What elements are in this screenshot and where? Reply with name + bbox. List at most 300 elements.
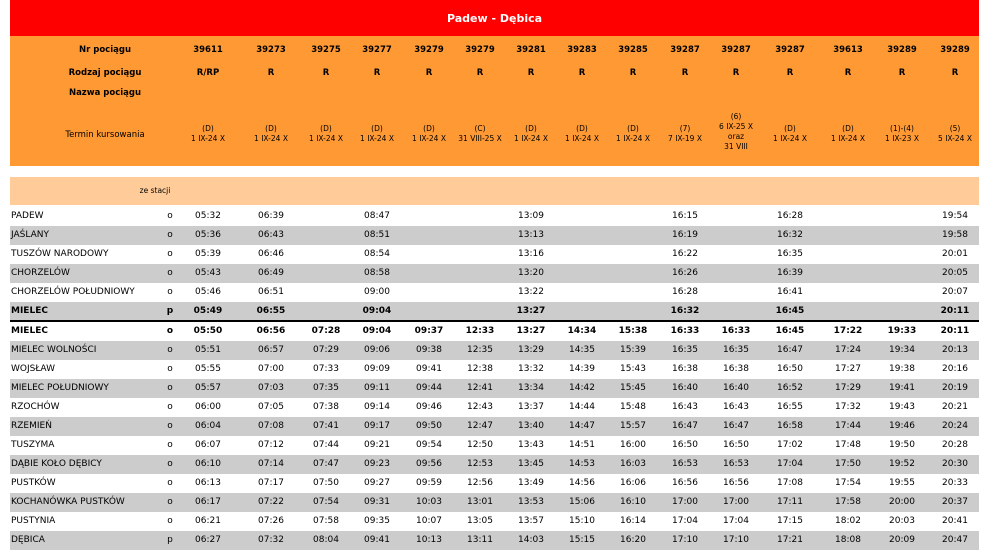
time-cell: 16:39 — [777, 268, 803, 278]
time-cell: 13:53 — [518, 497, 544, 507]
station-name: CHORZELÓW POŁUDNIOWY — [11, 287, 135, 297]
time-cell: 09:56 — [416, 459, 442, 469]
train-number: 39273 — [256, 45, 286, 55]
time-cell: 12:53 — [467, 459, 493, 469]
time-cell: 19:46 — [889, 421, 915, 431]
station-name: DĄBIE KOŁO DĘBICY — [11, 459, 102, 469]
subheader — [10, 177, 979, 205]
train-type: R — [629, 68, 637, 78]
time-cell: 09:21 — [364, 440, 390, 450]
arrival-departure-flag: p — [166, 306, 174, 316]
validity-line: 1 IX-24 X — [254, 134, 288, 143]
validity-line: 1 IX-24 X — [191, 134, 225, 143]
from-station-label: ze stacji — [139, 186, 171, 195]
time-cell: 06:17 — [195, 497, 221, 507]
time-cell: 06:39 — [258, 211, 284, 221]
time-cell: 17:15 — [777, 516, 803, 526]
train-validity — [885, 124, 919, 144]
time-cell: 12:50 — [467, 440, 493, 450]
time-cell: 05:32 — [195, 211, 221, 221]
time-cell: 15:15 — [569, 535, 595, 545]
time-cell: 05:39 — [195, 249, 221, 259]
arrival-departure-flag: o — [167, 268, 173, 278]
time-cell: 16:03 — [620, 459, 646, 469]
time-cell: 16:15 — [672, 211, 698, 221]
time-cell: 16:32 — [670, 306, 700, 316]
time-cell: 12:47 — [467, 421, 493, 431]
station-name: MIELEC POŁUDNIOWY — [11, 383, 109, 393]
time-cell: 20:11 — [940, 306, 970, 316]
train-validity — [514, 124, 548, 144]
station-name: MIELEC — [11, 306, 48, 316]
table-row — [10, 245, 979, 264]
arrival-departure-flag: o — [167, 230, 173, 240]
time-cell: 08:47 — [364, 211, 390, 221]
time-cell: 09:04 — [362, 306, 392, 316]
time-cell: 16:47 — [723, 421, 749, 431]
time-cell: 16:56 — [672, 478, 698, 488]
train-number: 39279 — [414, 45, 444, 55]
station-name: PADEW — [11, 211, 44, 221]
time-cell: 09:41 — [416, 364, 442, 374]
train-type: R — [425, 68, 433, 78]
time-cell: 19:43 — [889, 402, 915, 412]
time-cell: 15:06 — [569, 497, 595, 507]
time-cell: 18:02 — [835, 516, 861, 526]
table-row — [10, 226, 979, 245]
validity-line: 1 IX-24 X — [616, 134, 650, 143]
time-cell: 20:19 — [942, 383, 968, 393]
time-cell: 05:50 — [193, 326, 223, 336]
time-cell: 13:27 — [516, 326, 546, 336]
time-cell: 16:32 — [777, 230, 803, 240]
time-cell: 06:56 — [256, 326, 286, 336]
time-cell: 16:58 — [777, 421, 803, 431]
time-cell: 05:36 — [195, 230, 221, 240]
station-name: WOJSŁAW — [11, 364, 55, 374]
validity-line: (D) — [627, 124, 639, 133]
time-cell: 20:33 — [942, 478, 968, 488]
time-cell: 16:35 — [723, 345, 749, 355]
train-type: R — [476, 68, 484, 78]
train-validity — [412, 124, 446, 144]
time-cell: 07:08 — [258, 421, 284, 431]
station-name: PUSTKÓW — [11, 478, 56, 488]
time-cell: 06:13 — [195, 478, 221, 488]
time-cell: 09:14 — [364, 402, 390, 412]
station-name: RZEMIEŃ — [11, 421, 52, 431]
time-cell: 15:39 — [620, 345, 646, 355]
time-cell: 16:20 — [620, 535, 646, 545]
validity-label: Termin kursowania — [65, 130, 145, 140]
station-name: PUSTYNIA — [11, 516, 56, 526]
time-cell: 16:50 — [672, 440, 698, 450]
validity-line: 1 IX-24 X — [565, 134, 599, 143]
time-cell: 20:41 — [942, 516, 968, 526]
train-type: R — [951, 68, 959, 78]
time-cell: 14:34 — [567, 326, 597, 336]
time-cell: 13:22 — [518, 287, 544, 297]
time-cell: 09:11 — [364, 383, 390, 393]
validity-line: (D) — [423, 124, 435, 133]
train-number-label: Nr pociągu — [78, 45, 131, 55]
arrival-departure-divider — [10, 320, 979, 322]
time-cell: 13:13 — [518, 230, 544, 240]
time-cell: 20:28 — [942, 440, 968, 450]
station-name: DĘBICA — [11, 535, 45, 545]
time-cell: 09:31 — [364, 497, 390, 507]
time-cell: 16:45 — [775, 326, 805, 336]
train-number: 39289 — [887, 45, 917, 55]
time-cell: 16:35 — [777, 249, 803, 259]
train-validity — [831, 124, 865, 144]
time-cell: 19:52 — [889, 459, 915, 469]
time-cell: 20:16 — [942, 364, 968, 374]
time-cell: 07:50 — [313, 478, 339, 488]
time-cell: 13:11 — [467, 535, 493, 545]
time-cell: 17:27 — [835, 364, 861, 374]
table-row — [10, 398, 979, 417]
time-cell: 15:57 — [620, 421, 646, 431]
time-cell: 17:02 — [777, 440, 803, 450]
station-name: JAŚLANY — [11, 230, 49, 240]
arrival-departure-flag: o — [167, 402, 173, 412]
arrival-departure-flag: o — [167, 516, 173, 526]
train-validity — [458, 124, 501, 144]
time-cell: 17:58 — [835, 497, 861, 507]
time-cell: 07:12 — [258, 440, 284, 450]
table-row — [10, 207, 979, 226]
time-cell: 17:00 — [723, 497, 749, 507]
arrival-departure-flag: o — [167, 345, 173, 355]
time-cell: 20:07 — [942, 287, 968, 297]
train-validity — [191, 124, 225, 144]
time-cell: 19:55 — [889, 478, 915, 488]
train-type: R — [267, 68, 275, 78]
validity-line: (D) — [371, 124, 383, 133]
table-row — [10, 264, 979, 283]
time-cell: 13:16 — [518, 249, 544, 259]
time-cell: 20:24 — [942, 421, 968, 431]
arrival-departure-flag: o — [167, 440, 173, 450]
time-cell: 19:34 — [889, 345, 915, 355]
validity-line: 1 IX-24 X — [309, 134, 343, 143]
time-cell: 06:49 — [258, 268, 284, 278]
time-cell: 07:47 — [313, 459, 339, 469]
time-cell: 07:54 — [313, 497, 339, 507]
time-cell: 13:27 — [516, 306, 546, 316]
train-validity — [668, 124, 702, 144]
time-cell: 16:38 — [672, 364, 698, 374]
time-cell: 13:40 — [518, 421, 544, 431]
time-cell: 16:53 — [672, 459, 698, 469]
time-cell: 06:43 — [258, 230, 284, 240]
time-cell: 15:10 — [569, 516, 595, 526]
train-number: 39279 — [465, 45, 495, 55]
time-cell: 07:33 — [313, 364, 339, 374]
time-cell: 20:09 — [889, 535, 915, 545]
time-cell: 14:44 — [569, 402, 595, 412]
time-cell: 19:38 — [889, 364, 915, 374]
table-row — [10, 474, 979, 493]
time-cell: 14:51 — [569, 440, 595, 450]
time-cell: 07:17 — [258, 478, 284, 488]
time-cell: 07:29 — [313, 345, 339, 355]
time-cell: 16:47 — [672, 421, 698, 431]
validity-line: 1 IX-23 X — [885, 134, 919, 143]
time-cell: 16:28 — [672, 287, 698, 297]
time-cell: 16:43 — [723, 402, 749, 412]
train-validity — [254, 124, 288, 144]
timetable-title: Padew - Dębica — [10, 0, 979, 36]
arrival-departure-flag: o — [167, 249, 173, 259]
time-cell: 20:05 — [942, 268, 968, 278]
time-cell: 15:48 — [620, 402, 646, 412]
time-cell: 16:52 — [777, 383, 803, 393]
time-cell: 07:32 — [258, 535, 284, 545]
time-cell: 17:50 — [835, 459, 861, 469]
time-cell: 06:27 — [195, 535, 221, 545]
time-cell: 17:08 — [777, 478, 803, 488]
time-cell: 16:00 — [620, 440, 646, 450]
time-cell: 09:44 — [416, 383, 442, 393]
time-cell: 07:38 — [313, 402, 339, 412]
time-cell: 13:09 — [518, 211, 544, 221]
time-cell: 06:04 — [195, 421, 221, 431]
train-type: R — [322, 68, 330, 78]
time-cell: 19:58 — [942, 230, 968, 240]
validity-line: (D) — [320, 124, 332, 133]
train-validity — [719, 112, 753, 152]
time-cell: 13:29 — [518, 345, 544, 355]
time-cell: 16:40 — [723, 383, 749, 393]
validity-line: (1)-(4) — [890, 124, 914, 133]
time-cell: 20:21 — [942, 402, 968, 412]
time-cell: 17:10 — [723, 535, 749, 545]
validity-line: (7) — [679, 124, 691, 133]
table-row — [10, 531, 979, 550]
validity-line: 1 IX-24 X — [412, 134, 446, 143]
train-number: 39287 — [775, 45, 805, 55]
time-cell: 08:54 — [364, 249, 390, 259]
train-validity — [616, 124, 650, 144]
time-cell: 17:48 — [835, 440, 861, 450]
train-name-label: Nazwa pociągu — [68, 88, 142, 98]
time-cell: 09:17 — [364, 421, 390, 431]
time-cell: 16:53 — [723, 459, 749, 469]
time-cell: 20:03 — [889, 516, 915, 526]
validity-line: (D) — [842, 124, 854, 133]
time-cell: 17:04 — [777, 459, 803, 469]
validity-line: 6 IX-25 X — [719, 122, 753, 131]
time-cell: 13:45 — [518, 459, 544, 469]
time-cell: 14:03 — [518, 535, 544, 545]
train-number: 39285 — [618, 45, 648, 55]
arrival-departure-flag: o — [167, 459, 173, 469]
time-cell: 16:41 — [777, 287, 803, 297]
station-name: CHORZELÓW — [11, 268, 70, 278]
validity-line: (D) — [265, 124, 277, 133]
time-cell: 20:11 — [940, 326, 970, 336]
time-cell: 16:50 — [723, 440, 749, 450]
time-cell: 16:28 — [777, 211, 803, 221]
time-cell: 13:49 — [518, 478, 544, 488]
validity-line: 1 IX-24 X — [514, 134, 548, 143]
time-cell: 16:33 — [670, 326, 700, 336]
time-cell: 17:24 — [835, 345, 861, 355]
time-cell: 16:22 — [672, 249, 698, 259]
time-cell: 20:30 — [942, 459, 968, 469]
time-cell: 13:37 — [518, 402, 544, 412]
train-type: R — [527, 68, 535, 78]
validity-line: oraz — [727, 132, 745, 141]
arrival-departure-flag: p — [167, 535, 173, 545]
time-cell: 05:55 — [195, 364, 221, 374]
time-cell: 14:35 — [569, 345, 595, 355]
table-row — [10, 341, 979, 360]
time-cell: 16:38 — [723, 364, 749, 374]
train-validity — [565, 124, 599, 144]
validity-line: 31 VIII — [724, 142, 748, 151]
train-header — [10, 36, 979, 166]
train-number: 39277 — [362, 45, 392, 55]
validity-line: 7 IX-19 X — [668, 134, 702, 143]
time-cell: 16:43 — [672, 402, 698, 412]
table-row — [10, 493, 979, 512]
time-cell: 09:59 — [416, 478, 442, 488]
train-type: R — [786, 68, 794, 78]
validity-line: (D) — [525, 124, 537, 133]
time-cell: 09:50 — [416, 421, 442, 431]
time-cell: 06:57 — [258, 345, 284, 355]
validity-line: (D) — [784, 124, 796, 133]
validity-line: 31 VIII-25 X — [458, 134, 502, 143]
time-cell: 17:32 — [835, 402, 861, 412]
time-cell: 17:54 — [835, 478, 861, 488]
time-cell: 13:43 — [518, 440, 544, 450]
time-cell: 09:06 — [364, 345, 390, 355]
time-cell: 12:35 — [467, 345, 493, 355]
time-cell: 17:00 — [672, 497, 698, 507]
station-name: TUSZYMA — [11, 440, 55, 450]
time-cell: 10:13 — [416, 535, 442, 545]
station-name: MIELEC — [11, 326, 48, 336]
train-number: 39283 — [567, 45, 597, 55]
station-name: KOCHANÓWKA PUSTKÓW — [11, 497, 125, 507]
train-number: 39289 — [940, 45, 970, 55]
time-cell: 16:14 — [620, 516, 646, 526]
table-row — [10, 360, 979, 379]
time-cell: 09:54 — [416, 440, 442, 450]
time-cell: 17:22 — [833, 326, 863, 336]
train-validity — [773, 124, 807, 144]
arrival-departure-flag: o — [167, 421, 173, 431]
time-cell: 08:58 — [364, 268, 390, 278]
station-name: TUSZÓW NARODOWY — [11, 249, 109, 259]
time-cell: 07:22 — [258, 497, 284, 507]
arrival-departure-flag: o — [167, 364, 173, 374]
validity-line: (5) — [949, 124, 961, 133]
time-cell: 06:46 — [258, 249, 284, 259]
time-cell: 17:04 — [672, 516, 698, 526]
time-cell: 17:10 — [672, 535, 698, 545]
time-cell: 06:07 — [195, 440, 221, 450]
train-number: 39611 — [193, 45, 223, 55]
time-cell: 17:11 — [777, 497, 803, 507]
time-cell: 09:27 — [364, 478, 390, 488]
time-cell: 19:33 — [887, 326, 917, 336]
time-cell: 09:23 — [364, 459, 390, 469]
time-cell: 15:43 — [620, 364, 646, 374]
time-cell: 16:47 — [777, 345, 803, 355]
time-cell: 19:54 — [942, 211, 968, 221]
time-cell: 14:47 — [569, 421, 595, 431]
time-cell: 12:43 — [467, 402, 493, 412]
time-cell: 09:38 — [416, 345, 442, 355]
time-cell: 14:42 — [569, 383, 595, 393]
time-cell: 07:28 — [311, 326, 341, 336]
time-cell: 13:32 — [518, 364, 544, 374]
validity-line: 5 IX-24 X — [938, 134, 972, 143]
arrival-departure-flag: o — [166, 326, 174, 336]
time-cell: 15:45 — [620, 383, 646, 393]
time-cell: 07:35 — [313, 383, 339, 393]
time-cell: 13:01 — [467, 497, 493, 507]
time-cell: 20:13 — [942, 345, 968, 355]
train-type: R — [844, 68, 852, 78]
time-cell: 07:58 — [313, 516, 339, 526]
time-cell: 09:04 — [362, 326, 392, 336]
time-cell: 08:51 — [364, 230, 390, 240]
time-cell: 06:21 — [195, 516, 221, 526]
validity-line: (6) — [730, 112, 742, 121]
table-row — [10, 283, 979, 302]
time-cell: 06:55 — [256, 306, 286, 316]
time-cell: 14:56 — [569, 478, 595, 488]
train-validity — [309, 124, 343, 144]
time-cell: 09:00 — [364, 287, 390, 297]
validity-line: (D) — [202, 124, 214, 133]
time-cell: 06:51 — [258, 287, 284, 297]
arrival-departure-flag: o — [167, 211, 173, 221]
train-number: 39287 — [670, 45, 700, 55]
time-cell: 10:03 — [416, 497, 442, 507]
table-row — [10, 436, 979, 455]
station-name: MIELEC WOLNOŚCI — [11, 345, 97, 355]
time-cell: 07:14 — [258, 459, 284, 469]
train-type: R — [732, 68, 740, 78]
time-cell: 16:19 — [672, 230, 698, 240]
train-type: R — [578, 68, 586, 78]
time-cell: 06:00 — [195, 402, 221, 412]
time-cell: 19:50 — [889, 440, 915, 450]
time-cell: 16:33 — [721, 326, 751, 336]
time-cell: 09:09 — [364, 364, 390, 374]
time-cell: 17:04 — [723, 516, 749, 526]
time-cell: 09:35 — [364, 516, 390, 526]
time-cell: 05:46 — [195, 287, 221, 297]
time-cell: 07:44 — [313, 440, 339, 450]
time-cell: 14:39 — [569, 364, 595, 374]
validity-line: (D) — [576, 124, 588, 133]
time-cell: 19:41 — [889, 383, 915, 393]
time-cell: 20:47 — [942, 535, 968, 545]
time-cell: 08:04 — [313, 535, 339, 545]
time-cell: 07:03 — [258, 383, 284, 393]
time-cell: 16:50 — [777, 364, 803, 374]
time-cell: 16:40 — [672, 383, 698, 393]
time-cell: 05:57 — [195, 383, 221, 393]
